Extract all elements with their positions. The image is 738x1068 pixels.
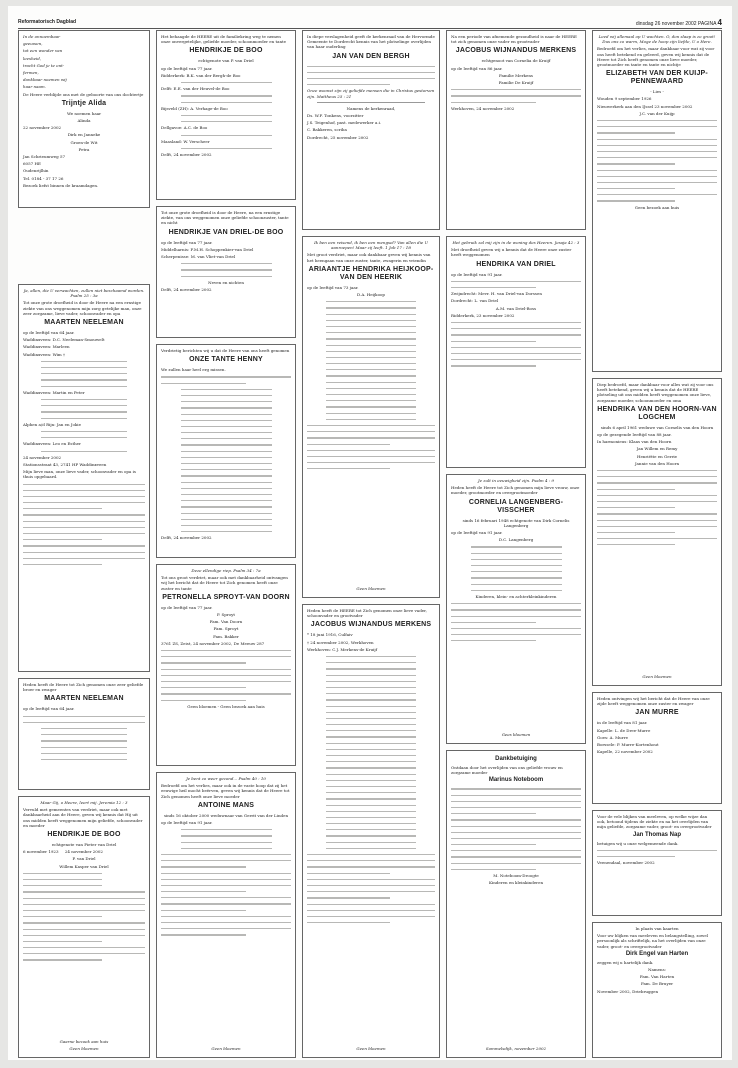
obituary-hendrika-van-den-hoorn: Diep bedroefd, maar dankbaar voor alles wat zij voor ons heeft betekend, geven wij u kennis dat de HEERE plotseling uit ons midden heeft weggenomen onze lieve, zorgzame moeder, schoonmoeder en oma HENDRIKA VAN DEN HOORN-VAN LOGCHEM sinds 6 april 1961 weduwe van Cornelis van den Hoorn op de gezegende leeftijd van 88 jaar. In harmonieus: Klaas van den Hoorn Jan Willem en Remy Henriëtte en Gerrie Jannie van den Hoorn Geen bloemen (592, 378, 722, 686)
obituary-jan-murre: Heden ontvingen wij het bericht dat de Heere van onze zijde heeft weggenomen onze zuster en zwager JAN MURRE in de leeftijd van 81 jaar. Kapelle: L. de Dree-Murre Goes: A. Murre Borssele: P. Murre-Kortenhout Kapelle, 22 november 2002 (592, 692, 722, 804)
child-name: Trijntje Alida (61, 99, 107, 107)
page-date: dinsdag 26 november 2002 PAGINA 4 (635, 18, 722, 27)
obituary-ariaantje-heijkoop: Ik ben een reisend, ik ben een mengsel? Van allen die U aanroepen! Maar zij leeft. 1 Job 17 : 18 Met groot verdriet, maar ook dankbaar geven wij kennis van het heengaan van onze zuster, tante, zwagerin en vriendin ARIAANTJE HENDRIKA HEIJKOOP-VAN DEN HEERIK op de leeftijd van 73 jaar. D.A. Heijkoop Geen bloemen (302, 236, 440, 598)
obituary-maarten-neeleman: Ja, allen, die U verwachten, zullen niet beschaamd worden. Psalm 25 : 3a Tot onze grote droefheid is door de Heere na een ernstige ziekte van ons weggenomen mijn zorg getelijke man, onze zeer zorgzame, lieve vader, schoonvader en opa MAARTEN NEELEMAN op de leeftijd van 64 jaar. Waddinxveen: D.C. Neeleman-Smouwelt Waddinxveen: Marleen Waddinxveen: Wim † Waddinxveen: Martin en Peter Alphen a/d Rijn: Jan en Jokie Waddinxveen: Leo en Esther 24 november 2002 Stationsstraat 43, 2741 HP Waddinxveen Mijn lieve man, onze lieve vader, schoonvader en opa is thuis opgebaard. (18, 284, 150, 672)
obituary-jan-van-den-bergh: In diepe verslagenheid geeft de kerkenraad van de Hervormde Gemeente te Dordrecht kennis van het plotselinge overlijden van haar ouderling JAN VAN DEN BERGH Onze woonst zijn zij geliefde mensen die in Christus gestorven zijn. Mattheus 25 : 21 Namens de kerkenraad, Ds. W.F. Tonkens, voorzitter J.S. Teigenhof, past. medewerker a.i. C. Bakkeren, scriba Dordrecht, 25 november 2002 (302, 30, 440, 230)
obituary-jacobus-merkens-2: Na een periode van afnemende gezondheid is naar de HEERE tot zich genomen onze vader en grootvader JACOBUS WIJNANDUS MERKENS echtgenoot van Cornelia de Kruijf op de leeftijd van 86 jaar. Familie Merkens Familie De Kruijf Werkhoven, 24 november 2002 (446, 30, 586, 230)
acknowledgement-dirk-engel-van-harten: In plaats van kaarten Voor uw blijken van meeleven en belangstelling, zowel persoonlijk als schriftelijk, na het overlijden van onze vader, groot- en overgrootvader Dirk Engel van Harten zeggen wij u hartelijk dank. Namens: Fam. Van Harten Fam. De Bruyer November 2002, Driebruggen (592, 922, 722, 1058)
acknowledgement-marinus-noteboom: Dankbetuiging Ontdaan door het overlijden van ons geliefde vrouw en zorgzame moeder Marinus Noteboom M. Noteboom-Droogte Kinderen en kleinkinderen Sommelsdijk, november 2002 (446, 750, 586, 1058)
newspaper-name: Reformatorisch Dagblad (18, 19, 77, 25)
obituary-petronella-sproyt: Deze ellendige riep. Psalm 34 : 7a Tot ons groot verdriet, maar ook met dankbaarheid ontvangen wij het bericht dat de Heere tot Zich genomen heeft onze zuster en tante PETRONELLA SPROYT-VAN DOORN op de leeftijd van 77 jaar. P. Sproyt Fam. Van Doorn Fam. Sproyt Fam. Bakker 3761 ZS, Zeist, 24 november 2002, De Meeuw 287 Geen bloemen - Geen bezoek aan huis (156, 564, 296, 766)
obituary-jacobus-merkens: Heden heeft de HEERE tot Zich genomen onze lieve vader, schoonvader en grootvader JACOBUS WIJNANDUS MERKENS * 18 juni 1916, Culfaiv † 24 november 2002, Werkhoven Werkhoven: C.J. Merkens-de Kruijf Geen bloemen (302, 604, 440, 1058)
obituary-tante-henny: Verdrietig berichten wij u dat de Heere van ons heeft genomen ONZE TANTE HENNY We zullen haar heel erg missen. Delft, 24 november 2002 (156, 344, 296, 558)
obituary-maarten-neeleman-family: Heden heeft de Heere tot Zich genomen onze zeer geliefde broer en zwager MAARTEN NEELEMAN op de leeftijd van 64 jaar. (18, 678, 150, 790)
obituary-hendrikje-van-driel: Tot onze grote droefheid is door de Heere, na een ernstige ziekte, van ons weggenomen onze geliefde schoonzuster, tante en nicht HENDRIKJE VAN DRIEL-DE BOO op de leeftijd van 77 jaar. Middelharnis: F.M.H. Schoppenkier-van Driel Scherpenisse: M. van Vliet-van Driel Neven en nichten Delft, 24 november 2002 (156, 206, 296, 338)
obituary-hendrikje-de-boo: Maar Gij, o Heere, leert mij. Jeremia 12 : 3 Vervuld met gemeentes van verdriet, maar ook met dankbaarheid aan de Heere, geven wij kennis dat Hij uit ons midden heeft weggenomen mijn geliefde, schoonvader en moeder HENDRIKJE DE BOO echtgenote van Pieter van Driel 6 november 1923 24 november 2002 P. van Driel Willem Kasper van Driel Gaarne bezoek aan huis Geen bloemen (18, 796, 150, 1058)
obituary-antoine-mans: Je bent zo weer gezond... Psalm 40 : 10 Bedroefd om het verlies, maar ook in de vaste hoop dat zij het eeuwige heil mocht beërven, geven wij kennis dat de Heere tot Zich genomen heeft onze lieve moeder ANTOINE MANS sinds 16 oktober 2000 weduwnaar van Gerrit van der Linden op de leeftijd van 91 jaar. Geen bloemen (156, 772, 296, 1058)
obituary-hendrikje-de-boo-family: Het behaagde de HEERE uit de familiekring weg te nemen onze onvergetelijke, geliefde moeder, schoonmoeder en tante HENDRIKJE DE BOO echtgenote van P. van Driel op de leeftijd van 77 jaar. Ridderkerk: B.K. van der Bergh-de Boo Delft: E.E. van der Heuvel-de Boo Bijsveld (ZH): A. Verhage-de Boo Dellgavoe: A.C. de Boo Maasland: W. Verscheer Delft, 24 november 2002 (156, 30, 296, 200)
obituary-hendrika-van-driel: Het gebruik zal mij zijn in de woning des Heeren. Jesaja 42 : 3 Met droefheid geven wij u kennis dat de Heere onze zuster heeft weggenomen HENDRIKA VAN DRIEL op de leeftijd van 91 jaar. Zwijndrecht: Mevr. H. van Driel-van Dorssen Dordrecht: L. van Driel A.M. van Driel-Boss Ridderkerk, 23 november 2002 (446, 236, 586, 468)
acknowledgement-jan-thomas-nap: Voor de vele blijken van meeleven, op welke wijze dan ook, betoond tijdens de ziekte en na het overlijden van mijn geliefde, zorgzame vader, groot- en overgrootvader Jan Thomas Nap betuigen wij u onze welgemeende dank. Veenendaal, november 2002 (592, 810, 722, 916)
newspaper-page (8, 6, 732, 1060)
obituary-cornelia-langenberg: Je zult in eeuwigheid zijn. Psalm 4 : 9 Heden heeft de Heere tot Zich genomen mijn lieve vrouw, onze moeder, grootmoeder en overgrootmoeder CORNELIA LANGENBERG-VISSCHER sinds 16 februari 1948 echtgenote van Dirk Cornelis Langenberg op de leeftijd van 91 jaar. D.C. Langenberg Kinderen, klein- en achterkleinkinderen Gees bloemen (446, 474, 586, 744)
page-header (18, 18, 722, 27)
obituary-elizabeth-van-der-kuijp: Leed wij allemaal op U wachten. O, don slaap is zo groot! Dus ons zo warm, Moge de hoop zijn liefde, U o Here. Bedroefd om het verlies, maar dankbaar voor wat zij voor ons heeft betekend en geleerd, geven wij kennis dat de Heere tot Zich heeft genomen onze lieve moeder, grootmoeder en tante en tante en nichtje ELIZABETH VAN DER KUIJP-PENNEWAARD - Lies - Wouden 9 september 1926 Nieuwerkerk aan den IJssel 23 november 2002 J.C. van der Kuijp Geen bezoek aan huis (592, 30, 722, 372)
header-rule (18, 28, 722, 29)
birth-announcement: In de onnoembaar geeuwen, tot een wonder van leesheid, tracht God je te ont- fermen, dankbaar noemen wij haar naam. De Heere verblijde ons met de geboorte van ons dochtertje Trijntje Alida We noemen haar Alinda 22 november 2002 Dirk en Janneke Groen-de Wit Petra Jan Schrieumweg 57 6057 HE Oudenrijlhin Tel. 0184 - 37 17 26 Bezoek liefst binnen de kraamdagen. (18, 30, 150, 208)
